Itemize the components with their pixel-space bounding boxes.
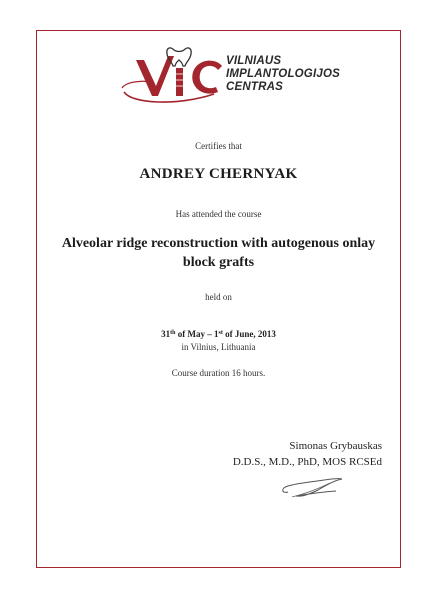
logo-line-3: CENTRAS: [226, 81, 283, 93]
course-location: in Vilnius, Lithuania: [181, 342, 256, 352]
date-part-2: of June, 2013: [222, 329, 276, 339]
vic-logo: [118, 42, 340, 108]
date-suffix-2: st: [218, 330, 223, 336]
vic-monogram-icon: [118, 42, 230, 108]
logo-wordmark: [226, 55, 340, 94]
course-title-line-2: block grafts: [182, 255, 255, 270]
held-on-text: held on: [205, 292, 232, 302]
course-title: [36, 234, 401, 272]
course-title-line-1: Alveolar ridge reconstruction with autogenous onlay: [61, 236, 376, 251]
logo-line-2: IMPLANTOLOGIJOS: [226, 68, 340, 80]
recipient-name: ANDREY CHERNYAK: [139, 166, 298, 182]
logo-line-1: VILNIAUS: [226, 55, 282, 67]
handwritten-signature: [252, 470, 362, 506]
signer-name: Simonas Grybauskas: [289, 440, 382, 452]
date-day-1: 31: [161, 329, 171, 339]
signer-titles: D.D.S., M.D., PhD, MOS RCSEd: [232, 456, 382, 468]
date-part-1: of May – 1: [175, 329, 219, 339]
course-duration: Course duration 16 hours.: [171, 368, 266, 378]
attended-text: Has attended the course: [175, 209, 262, 219]
certifies-text: Certifies that: [195, 141, 242, 151]
course-dates: [36, 329, 401, 339]
date-suffix-1: th: [170, 330, 176, 336]
